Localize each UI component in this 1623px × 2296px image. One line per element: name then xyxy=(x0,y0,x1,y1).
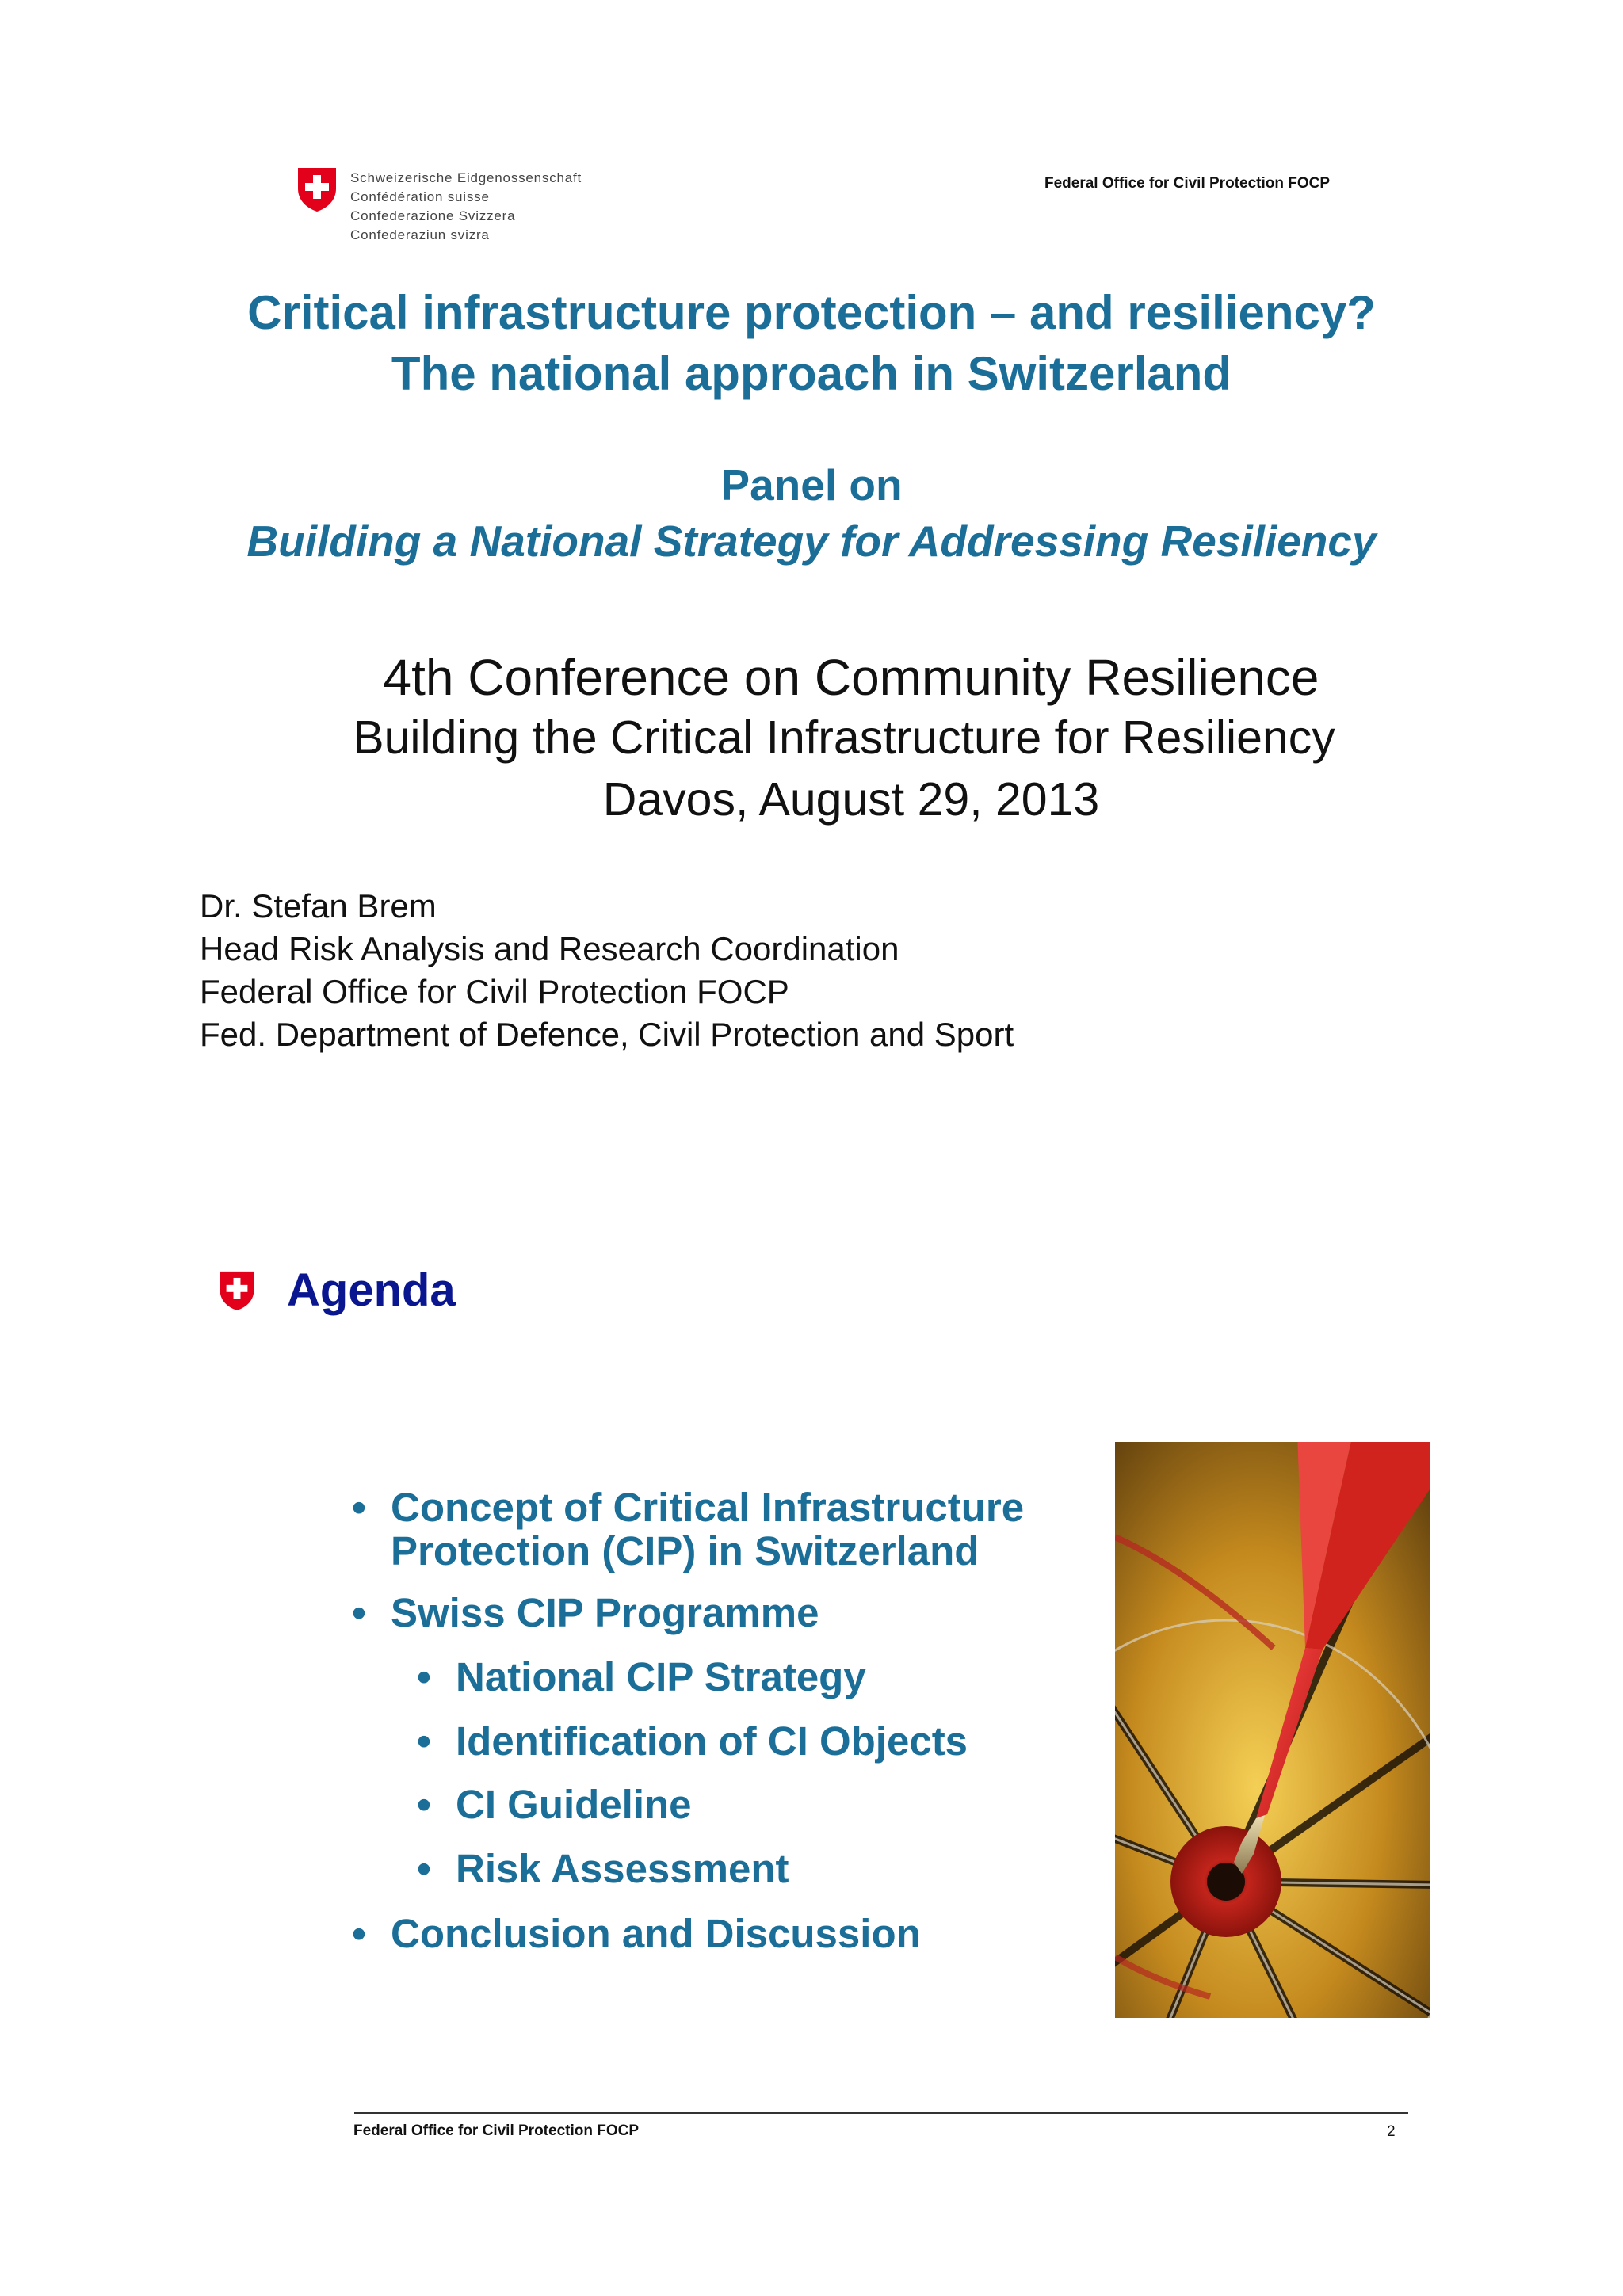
agenda-item-text: CI Guideline xyxy=(456,1782,692,1827)
agenda-item xyxy=(352,1591,819,1634)
agenda-item xyxy=(352,1912,921,1955)
agenda-item-text: Risk Assessment xyxy=(456,1846,789,1891)
bullet-icon: • xyxy=(352,1911,366,1956)
conference-date: Davos, August 29, 2013 xyxy=(602,773,1100,826)
agenda-title: Agenda xyxy=(287,1264,456,1316)
confederation-line-fr: Confédération suisse xyxy=(350,189,490,204)
header-office-label: Federal Office for Civil Protection FOCP xyxy=(1044,175,1331,192)
bullet-icon: • xyxy=(417,1846,431,1891)
agenda-subitem xyxy=(417,1655,866,1699)
agenda-item-text: Concept of Critical Infrastructure xyxy=(391,1485,1025,1530)
swiss-shield-logo-icon xyxy=(295,165,339,214)
title-line-1: Critical infrastructure protection – and resiliency? xyxy=(247,286,1376,339)
conference-theme: Building the Critical Infrastructure for Resiliency xyxy=(353,711,1335,764)
dartboard-bullseye-icon xyxy=(1115,1442,1430,2018)
agenda-item-text: National CIP Strategy xyxy=(456,1654,866,1699)
title-line-2: The national approach in Switzerland xyxy=(391,347,1232,400)
swiss-shield-icon xyxy=(217,1268,257,1313)
author-department: Fed. Department of Defence, Civil Protection and Sport xyxy=(200,1016,1014,1053)
footer-office-label: Federal Office for Civil Protection FOCP xyxy=(353,2122,640,2139)
author-role: Head Risk Analysis and Research Coordination xyxy=(200,930,899,967)
agenda-subitem xyxy=(417,1847,789,1890)
bullet-icon: • xyxy=(417,1718,431,1764)
panel-subtitle: Building a National Strategy for Addressing Resiliency xyxy=(246,517,1377,566)
agenda-item xyxy=(352,1486,1024,1573)
bullet-icon: • xyxy=(352,1590,366,1635)
bullet-icon: • xyxy=(352,1485,366,1530)
bullet-icon: • xyxy=(417,1654,431,1699)
conference-name: 4th Conference on Community Resilience xyxy=(383,649,1319,706)
page-number: 2 xyxy=(1387,2123,1396,2140)
author-office: Federal Office for Civil Protection FOCP xyxy=(200,973,789,1010)
agenda-item-text: Protection (CIP) in Switzerland xyxy=(391,1528,980,1573)
bullet-icon: • xyxy=(417,1782,431,1827)
confederation-line-rm: Confederaziun svizra xyxy=(350,227,490,242)
agenda-subitem xyxy=(417,1719,968,1763)
confederation-line-de: Schweizerische Eidgenossenschaft xyxy=(350,170,582,185)
footer-divider xyxy=(354,2112,1408,2114)
confederation-line-it: Confederazione Svizzera xyxy=(350,208,516,223)
agenda-item-text: Conclusion and Discussion xyxy=(391,1911,921,1956)
author-name: Dr. Stefan Brem xyxy=(200,887,437,925)
agenda-item-text: Swiss CIP Programme xyxy=(391,1590,819,1635)
agenda-subitem xyxy=(417,1783,692,1826)
panel-heading: Panel on xyxy=(720,460,903,509)
agenda-item-text: Identification of CI Objects xyxy=(456,1718,968,1764)
